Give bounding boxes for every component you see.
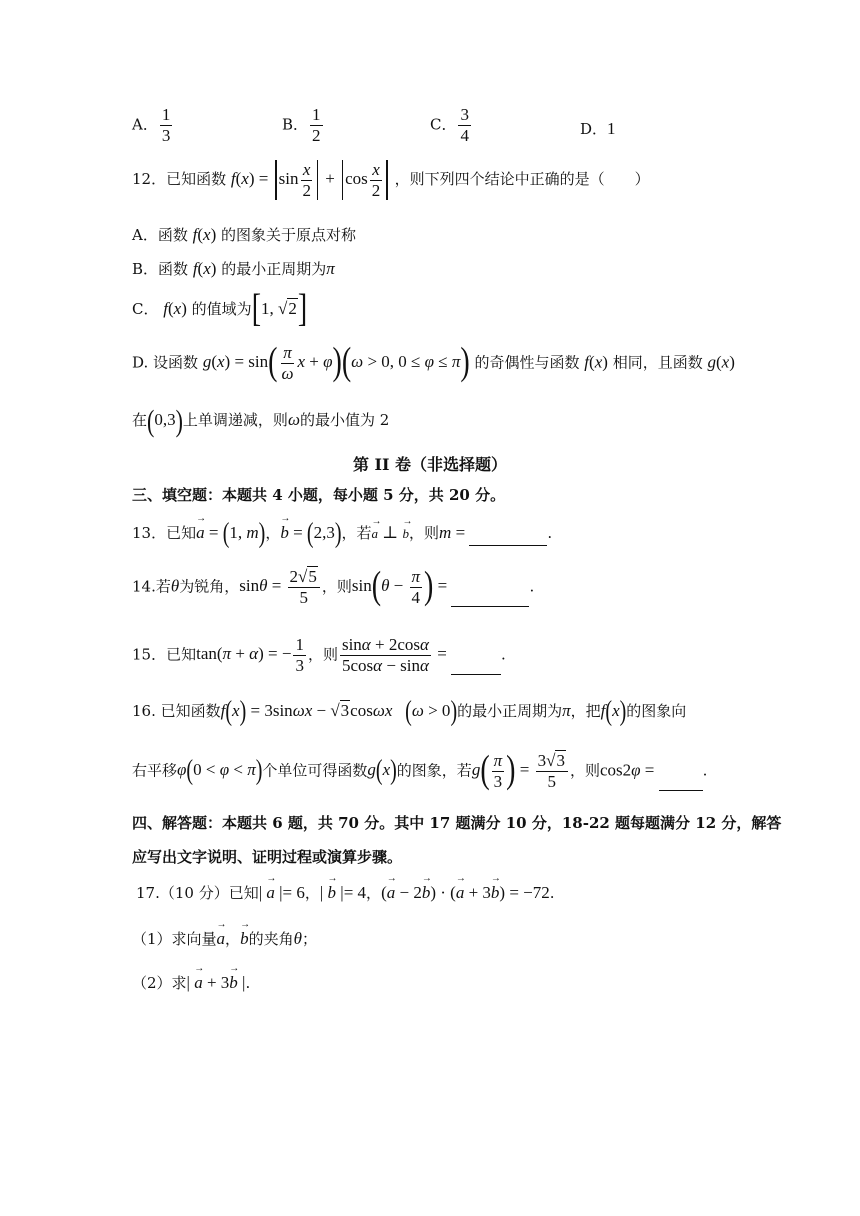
option-b: B． $\frac{1}{2}$: [282, 105, 321, 145]
fill-in-header: 三、填空题：本题共 4 小题，每小题 5 分，共 20 分。: [132, 486, 506, 504]
option-a: A． $\frac{1}{3}$: [132, 105, 171, 145]
question-14: 14.若θ为锐角，sinθ = $\frac{2√5}{5}$ ，则sin(θ − $\frac{\pi}{4}$ ) = .: [132, 564, 535, 609]
question-12: 12．已知函数 f(x) = sin $\frac{x}{2}$ + cos $\frac{x}{2}$ ，则下列四个结论中正确的是（ ）: [132, 159, 650, 200]
option-d: D．1: [580, 119, 616, 138]
q12-option-a: A．函数 f(x) 的图象关于原点对称: [132, 225, 357, 244]
q12-option-d: D. 设函数 g(x) = sin( $\frac{\pi}{\omega}$ x + φ)(ω > 0, 0 ≤ φ ≤ π) 的奇偶性与函数 f(x) 相同，且函数 g(x): [132, 340, 735, 385]
q12-option-c: C． f(x) 的值域为[1, √2]: [132, 287, 308, 331]
question-15: 15．已知tan(π + α) = − $\frac{1}{3}$ ，则 $\frac{\sin\alpha + 2\cos\alpha}{5\cos\alpha - \sin\alpha}$ = .: [132, 635, 506, 675]
section-title: 第 II 卷（非选择题）: [352, 455, 508, 474]
q12-option-b: B．函数 f(x) 的最小正周期为π: [132, 259, 335, 278]
option-c: C． $\frac{3}{4}$: [430, 105, 469, 145]
question-17-part1: （1）求向量→ a，→ b的夹角θ；: [132, 928, 317, 949]
question-16-line2: 右平移φ(0 < φ < π)个单位可得函数g(x)的图象，若g( $\frac{\pi}{3}$ ) = $\frac{3√3}{5}$ ，则cos2φ = .: [132, 748, 708, 793]
solution-header-line2: 应写出文字说明、证明过程或演算步骤。: [132, 848, 403, 866]
q12-option-d-line2: 在(0,3)上单调递减，则ω的最小值为 2: [132, 402, 390, 438]
question-17-part2: （2）求| → a + 3→ b |.: [132, 972, 250, 993]
question-13: 13．已知→ a = (1, m)，→ b = (2,3)，若→ a ⊥ → b，则m = .: [132, 522, 552, 546]
solution-header-line1: 四、解答题：本题共 6 题，共 70 分。其中 17 题满分 10 分，18-22 题每题满分 12 分，解答: [132, 814, 782, 832]
question-16: 16. 已知函数f(x) = 3sinωx − √3cosωx (ω > 0)的最小正周期为π，把f(x)的图象向: [132, 695, 687, 727]
question-17: 17.（10 分）已知| → a |= 6，| → b |= 4，(→ a − 2→ b) · (→ a + 3→ b) = −72.: [136, 882, 555, 903]
